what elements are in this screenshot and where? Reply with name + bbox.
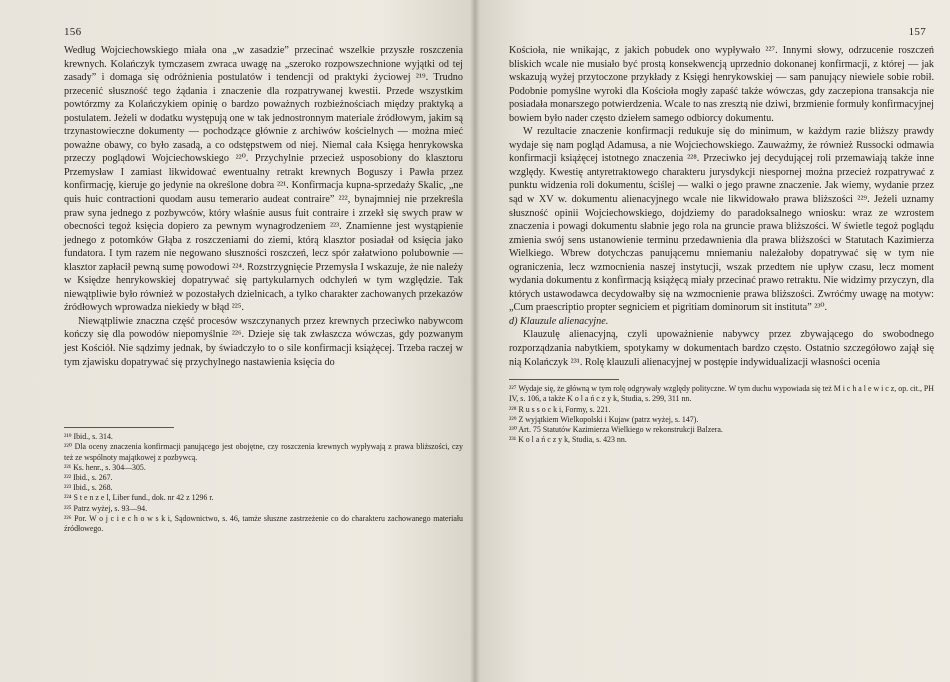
footnote: ²³⁰ Art. 75 Statutów Kazimierza Wielkiego w rekonstrukcji Balzera.: [509, 424, 723, 434]
paragraph: Według Wojciechowskiego miała ona „w zasadzie” przecinać wszelkie przyszłe roszczenia krewnych. Kolańczyk tymczasem zwraca uwagę na „szeroko rozpowszechnione wyjątki od tej zasady” i domaga się odróżnienia postulatów i tendencji od praktyki życiowej ²¹⁹. Trudno przecenić słuszność tego żądania i znaczenie dla rozpatrywanej kwestii. Przede wszystkim powtórzmy za Kolańczykiem opinię o bardzo poważnych rozbieżnościach między praktyką a postulatem. Jeżeli w dodatku występują one w tak jednostronnym materiale źródłowym, jakim są trzynastowieczne dokumenty — pochodzące głównie z archiwów kościelnych — można mieć poważne obawy, co było zasadą, a co odstępstwem od niej. Niemal cała Księga henrykowska przeczy poglądowi Wojciechowskiego ²²⁰. Przychylnie przecież usposobiony do klasztoru Przemysław I zamiast likwidować ewentualny retrakt krewnych Boguszy i Pawła przez konfirmację, kieruje go jedynie na określone dobra ²²¹. Konfirmacja kupna-sprzedaży Skalic, „ne quis huic contractioni quodam ausu temerario audeat contraire” ²²², bynajmniej nie przekreśla praw syna jednego z pozbywców, który właśnie ausus fuit contraire i zrzekł się swych praw w obecności tegoż księcia dopiero za pewnym wynagrodzeniem ²²³. Znamienne jest wystąpienie jednego z potomków Głąba z roszczeniami do ziemi, którą klasztor posiadał od księcia jako fundatora. I tym razem nie negowano słuszności roszczeń, lecz spór załatwiono polubownie — klasztor zapłacił pewną sumę powodowi ²²⁴. Rozstrzygnięcie Przemysła I wskazuje, że nie należy w Księdze henrykowskiej dopatrywać się partykularnych odchyleń w tym względzie. Tak niewątpliwie było również w pozostałych dzielnicach, a tylko charakter zachowanych przekazów źródłowych wprowadza niekiedy w błąd ²²⁵.: [64, 45, 463, 314]
main-text-left: [64, 44, 463, 369]
footnote: ²²⁹ Z wyjątkiem Wielkopolski i Kujaw (patrz wyżej, s. 147).: [509, 414, 699, 424]
page-number-left: 156: [64, 26, 82, 38]
footnote-divider: [509, 379, 619, 380]
footnote: ²³¹ K o l a ń c z y k, Studia, s. 423 nn.: [509, 435, 627, 445]
right-page: [475, 0, 950, 682]
footnote-divider: [64, 427, 174, 428]
footnote: ²²⁷ Wydaje się, że główną w tym rolę odgrywały względy polityczne. W tym duchu wypowiada się też M i c h a l e w i c z, op. cit., PH IV, s. 106, a także K o l a ń c z y k, Studia, s. 299, 311 nn.: [509, 384, 934, 404]
footnotes-left: [64, 427, 463, 534]
paragraph: Niewątpliwie znaczna część procesów wszczynanych przez krewnych przeciwko nabywcom kończy się dla powodów niepomyślnie ²²⁶. Dzieje się tak zwłaszcza wówczas, gdy pozwanym jest Kościół. Nie sądzimy jednak, by świadczyło to o sile konfirmacji książęcej. Trzeba raczej w tym zjawisku dopatrywać się przychylnego nastawienia księcia do: [64, 315, 463, 368]
footnotes-right: [509, 379, 934, 445]
paragraph: Klauzulę alienacyjną, czyli upoważnienie nabywcy przez zbywającego do swobodnego rozporządzania nabytkiem, spotykamy w dokumentach bardzo często. Ostatnio szczegółowo zajął się nią Kolańczyk ²³¹. Rolę klauzuli alienacyjnej w postępie indywidualizacji własności ocenia: [509, 329, 934, 368]
footnote: ²²⁵ Patrz wyżej, s. 93—94.: [64, 503, 148, 513]
footnote: ²²⁶ Por. W o j c i e c h o w s k i, Sądownictwo, s. 46, tamże słuszne zastrzeżenie co do charakteru zachowanego materiału źródłowego.: [64, 513, 463, 533]
section-heading: d) Klauzule alienacyjne.: [509, 315, 609, 327]
book-gutter: [470, 0, 480, 682]
footnote: ²²⁸ R u s s o c k i, Formy, s. 221.: [509, 404, 611, 414]
footnote: ²²¹ Ks. henr., s. 304—305.: [64, 462, 146, 472]
footnote: ²²² Ibid., s. 267.: [64, 472, 113, 482]
main-text-right: [509, 44, 934, 369]
page-number-right: 157: [908, 26, 926, 38]
footnote: ²²³ Ibid., s. 268.: [64, 483, 113, 493]
footnote: ²²⁰ Dla oceny znaczenia konfirmacji panującego jest obojętne, czy roszczenia krewnych wypływają z prawa bliższości, czy też ze wspólnoty majątkowej z pozbywcą.: [64, 442, 463, 462]
paragraph: Kościoła, nie wnikając, z jakich pobudek ono wypływało ²²⁷. Innymi słowy, odrzucenie roszczeń bliskich wcale nie musiało być prostą konsekwencją uprzednio dokonanej konfirmacji, z której — jak wskazują wyżej przytoczone przykłady z Księgi henrykowskiej — sam panujący niewiele sobie robił. Podobnie pomyślne wyroki dla Kościoła mogły zapaść także wówczas, gdy zaczepiona transakcja nie posiadała monarszego potwierdzenia. Wcale to nas zresztą nie dziwi, brzmienie formuły konfirmacyjnej bowiem było nader często dziełem samego odbiorcy dokumentu.: [509, 45, 934, 124]
paragraph: W rezultacie znaczenie konfirmacji redukuje się do minimum, w każdym razie bliższy prawdy wydaje się nam pogląd Adamusa, a nie Wojciechowskiego. Zauważmy, że również Russocki odmawia konfirmacji książęcej istotnego znaczenia ²²⁸. Przeciwko jej decydującej roli przemawiają także inne względy. Kwestię antyretraktowego charakteru jurysdykcji niespornej można przecież rozpatrywać z punktu widzenia roli dokumentu, ściślej — walki o jego prawne znaczenie. Jak wiemy, wydanie przez sąd w XV w. dokumentu alienacyjnego wcale nie likwidowało prawa bliższości ²²⁹. Jeżeli uznamy słuszność opinii Wojciechowskiego, dojdziemy do paradoksalnego wniosku: wraz ze wzrostem znaczenia i powagi dokumentu słabnie jego rola na gruncie prawa bliższości. W świetle tegoż poglądu zmienia swój sens ustanowienie terminu przedawnienia dla prawa bliższości w Statutach Kazimierza Wielkiego. Wbrew dotychczas panującemu mniemaniu należałoby dopatrywać się w tym nie ograniczenia, lecz wzmocnienia naszej instytucji, wszak przedtem nie upływ czasu, lecz moment wydania dokumentu z konfirmacją książęcą miały przecinać prawo retraktu. Nie widzimy przyczyn, dla których ustawodawca decydowałby się na wzmocnienie prawa bliższości. Zwróćmy uwagę na motyw: „Cum praescriptio propter segniciem et pigritiam dominorum sit instituta” ²³⁰.: [509, 126, 934, 314]
footnote: ²²⁴ S t e n z e l, Liber fund., dok. nr 42 z 1296 r.: [64, 493, 214, 503]
footnote: ²¹⁹ Ibid., s. 314.: [64, 432, 113, 442]
